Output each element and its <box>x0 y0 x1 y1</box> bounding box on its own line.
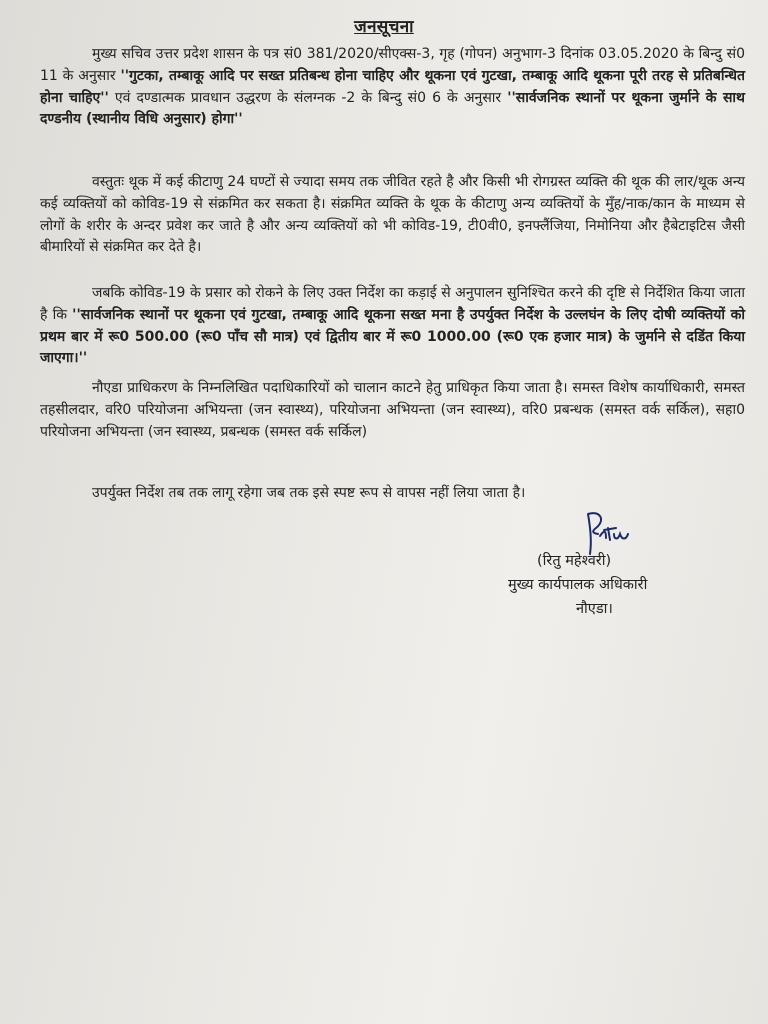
annexure-text: एवं दण्डात्मक प्रावधान उद्धरण के संलग्नक -2 के बिन्दु सं0 6 के अनुसार <box>108 89 508 106</box>
paragraph-fine <box>40 283 745 370</box>
paragraph-authorized-officers <box>40 378 745 443</box>
paragraph-health-risk <box>40 172 745 259</box>
directive-text: जबकि कोविड-19 के प्रसार को रोकने के लिए उक्त निर्देश का कड़ाई से अनुपालन सुनिश्चित करने की दृष्टि से निर्देशित किया जाता है कि <box>40 285 745 323</box>
paragraph-reference <box>40 44 745 131</box>
signatory-name: (रितु महेश्वरी) <box>537 553 612 569</box>
paragraph-validity <box>40 483 745 505</box>
fine-quote: ''सार्वजनिक स्थानों पर थूकना एवं गुटखा, तम्बाकू आदि थूकना सख्त मना है उपर्युक्त निर्देश के उल्लघंन के लिए दोषी व्यक्तियों को प्रथम बार में रू0 500.00 (रू0 पाँच सौ मात्र) एवं द्वितीय बार में रू0 1000.00 (रू0 एक हजार मात्र) के जुर्माने से दडिंत किया जाएगा।'' <box>40 306 745 367</box>
penalty-quote: ''सार्वजनिक स्थानों पर थूकना जुर्माने के साथ दण्डनीय (स्थानीय विधि अनुसार) होगा'' <box>40 89 745 128</box>
signatory-office: नौएडा। <box>576 601 613 617</box>
ban-quote: ''गुटका, तम्बाकू आदि पर सख्त प्रतिबन्ध होना चाहिए और थूकना एवं गुटखा, तम्बाकू आदि थूकना पूरी तरह से प्रतिबन्धित होना चाहिए'' <box>40 67 745 106</box>
officers-text: नौएडा प्राधिकरण के निम्नलिखित पदाधिकारियों को चालान काटने हेतु प्राधिकृत किया जाता है। समस्त विशेष कार्याधिकारी, समस्त तहसीलदार, वरि0 परियोजना अभियन्ता (जन स्वास्थ्य), परियोजना अभियन्ता (जन स्वास्थ्य), वरि0 प्रबन्धक (समस्त वर्क सर्किल), सहा0 परियोजना अभियन्ता (जन स्वास्थ्य, प्रबन्धक (समस्त वर्क सर्किल) <box>40 380 745 440</box>
signatory-designation: मुख्य कार्यपालक अधिकारी <box>508 577 648 593</box>
reference-text: मुख्य सचिव उत्तर प्रदेश शासन के पत्र सं0 381/2020/सीएक्स-3, गृह (गोपन) अनुभाग-3 दिनांक 03.05.2020 के बिन्दु सं0 11 के अनुसार <box>40 46 745 84</box>
health-risk-text: वस्तुतः थूक में कई कीटाणु 24 घण्टों से ज्यादा समय तक जीवित रहते है और किसी भी रोगग्रस्त व्यक्ति की थूक की लार/थूक अन्य कई व्यक्तियों को कोविड-19 से संक्रमित कर सकता है। संक्रमित व्यक्ति के थूक के कीटाणु अन्य व्यक्तियों के मुँह/नाक/कान के माध्यम से लोगों के शरीर के अन्दर प्रवेश कर जाते है और अन्य व्यक्तियों को भी कोविड-19, टी0वी0, इनफ्लैंजिया, निमोनिया और हैबेटाइटिस जैसी बीमारियों से संक्रमित कर देते है। <box>40 174 745 256</box>
validity-text: उपर्युक्त निर्देश तब तक लागू रहेगा जब तक इसे स्पष्ट रूप से वापस नहीं लिया जाता है। <box>92 485 526 501</box>
notice-title: जनसूचना <box>354 17 414 37</box>
